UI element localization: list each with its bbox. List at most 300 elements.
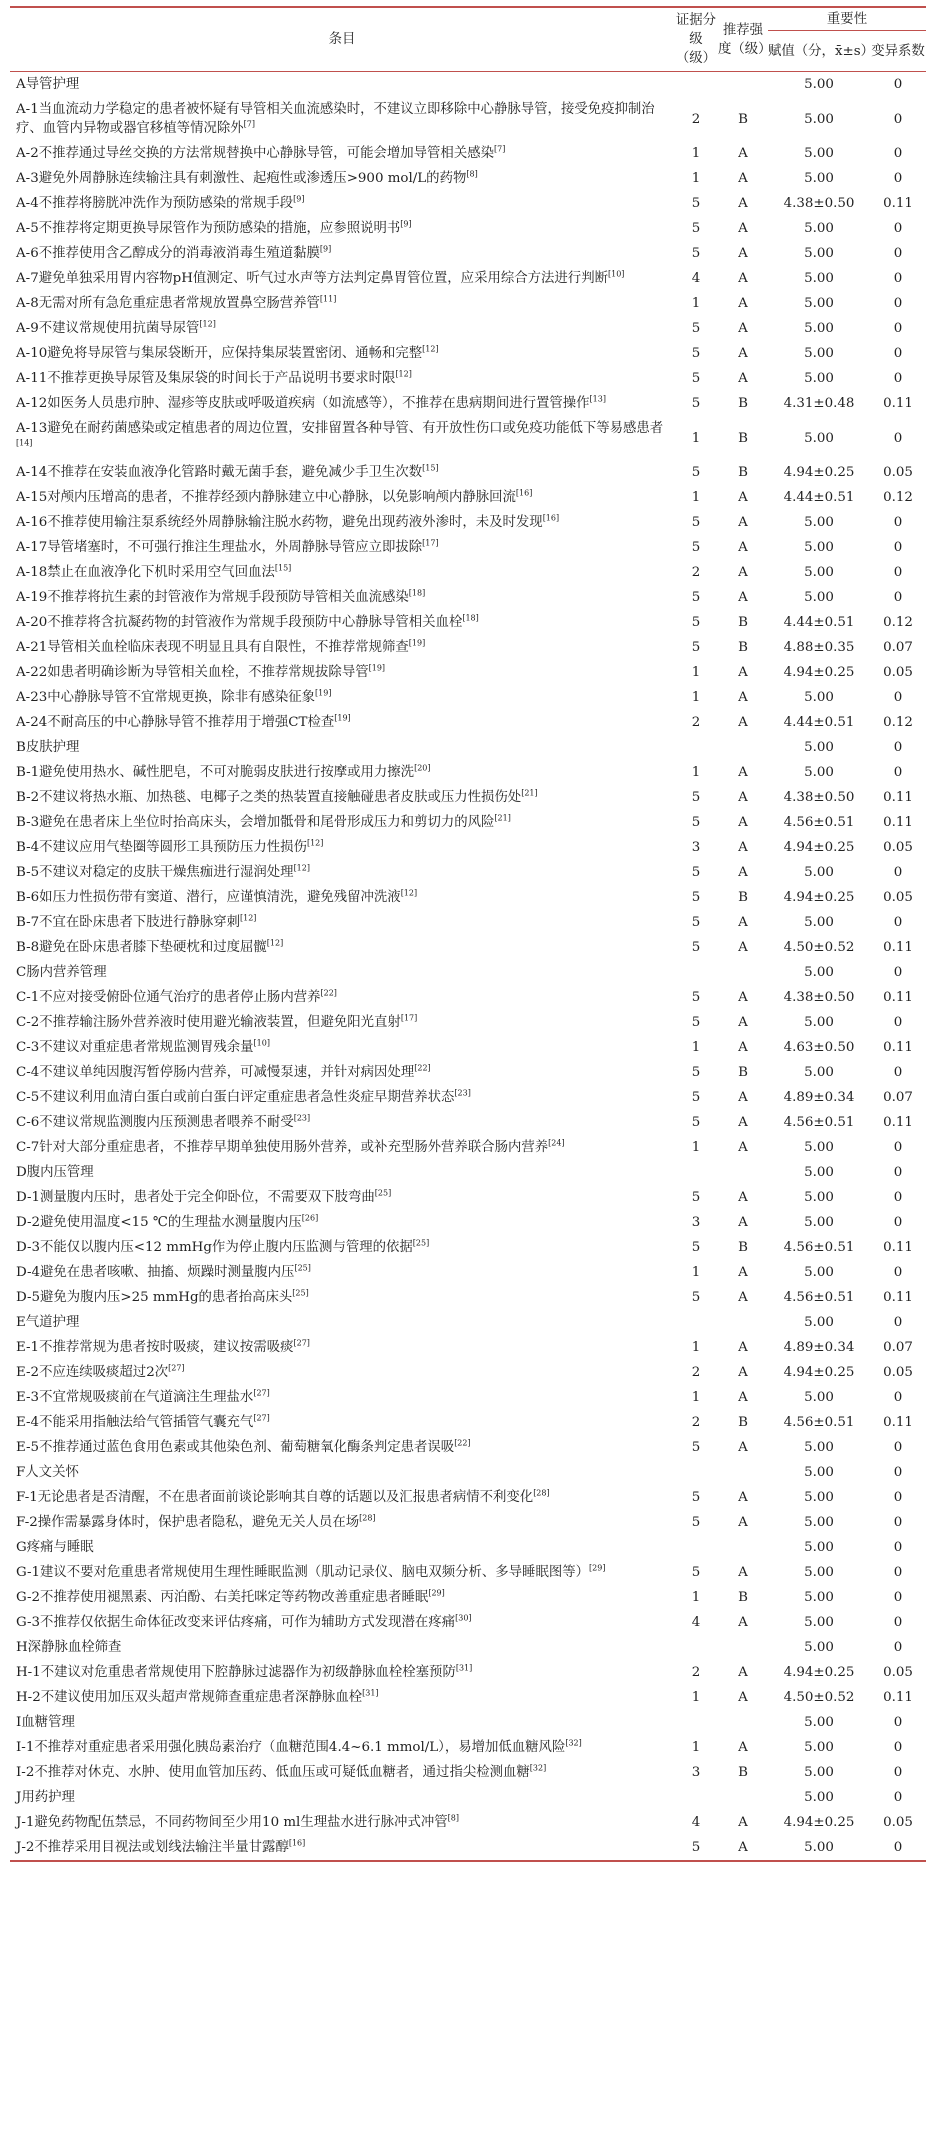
importance-score: 5.00 — [804, 271, 834, 286]
item-text: J用药护理 — [16, 1790, 75, 1805]
evidence-level: 3 — [691, 840, 701, 855]
importance-score: 4.94±0.25 — [783, 665, 855, 680]
recommendation-strength: A — [738, 665, 748, 680]
importance-score: 4.89±0.34 — [783, 1090, 855, 1105]
recommendation-strength: A — [738, 246, 748, 261]
recommendation-strength: A — [738, 1390, 748, 1405]
variation-coefficient: 0.11 — [883, 1040, 913, 1055]
importance-score: 5.00 — [804, 590, 834, 605]
evidence-level — [674, 1710, 718, 1735]
item-text: A-4不推荐将膀胱冲洗作为预防感染的常规手段[9] — [16, 194, 305, 211]
variation-coefficient: 0.11 — [883, 1240, 913, 1255]
evidence-level: 5 — [691, 1290, 701, 1305]
importance-score: 4.56±0.51 — [783, 1240, 855, 1255]
evidence-level: 4 — [691, 1815, 701, 1830]
variation-coefficient: 0 — [893, 1015, 903, 1030]
item-text: B-6如压力性损伤带有窦道、潜行，应谨慎清洗，避免残留冲洗液[12] — [16, 888, 418, 905]
evidence-level: 5 — [691, 465, 701, 480]
evidence-level — [674, 72, 718, 98]
recommendation-strength: B — [738, 1065, 748, 1080]
importance-score: 4.89±0.34 — [783, 1340, 855, 1355]
evidence-level — [674, 1160, 718, 1185]
table-row — [10, 366, 926, 391]
variation-coefficient: 0 — [893, 965, 903, 980]
reference-mark: [31] — [362, 1688, 379, 1698]
recommendation-strength — [718, 1635, 768, 1660]
item-text: D-1测量腹内压时，患者处于完全仰卧位，不需要双下肢弯曲[25] — [16, 1188, 392, 1205]
evidence-level: 1 — [691, 1140, 701, 1155]
evidence-level: 1 — [691, 296, 701, 311]
table-row — [10, 1385, 926, 1410]
recommendation-table-container — [10, 6, 926, 1862]
evidence-level: 5 — [691, 865, 701, 880]
importance-score: 4.56±0.51 — [783, 1290, 855, 1305]
item-text: C-7针对大部分重症患者，不推荐早期单独使用肠外营养，或补充型肠外营养联合肠内营养[24] — [16, 1138, 565, 1155]
reference-mark: [7] — [243, 119, 255, 129]
evidence-level: 5 — [691, 790, 701, 805]
importance-score: 5.00 — [804, 1390, 834, 1405]
reference-mark: [32] — [529, 1763, 547, 1773]
reference-mark: [8] — [466, 169, 478, 179]
reference-mark: [12] — [400, 888, 418, 898]
item-text: B-4不建议应用气垫圈等圆形工具预防压力性损伤[12] — [16, 838, 324, 855]
item-text: A-1当血流动力学稳定的患者被怀疑有导管相关血流感染时，不建议立即移除中心静脉导管，接受免疫抑制治疗、血管内异物或器官移植等情况除外[7] — [16, 102, 655, 136]
evidence-level: 5 — [691, 915, 701, 930]
importance-score: 5.00 — [804, 1565, 834, 1580]
evidence-level — [674, 1635, 718, 1660]
evidence-level: 5 — [691, 615, 701, 630]
reference-mark: [14] — [16, 438, 33, 448]
reference-mark: [23] — [454, 1088, 471, 1098]
item-text: G-1建议不要对危重患者常规使用生理性睡眠监测（肌动记录仪、脑电双频分析、多导睡眠图等）[29] — [16, 1563, 606, 1580]
variation-coefficient: 0 — [893, 1740, 903, 1755]
table-row — [10, 1060, 926, 1085]
recommendation-strength: B — [738, 890, 748, 905]
variation-coefficient: 0 — [870, 1835, 926, 1861]
item-text: F-2操作需暴露身体时，保护患者隐私，避免无关人员在场[28] — [16, 1513, 376, 1530]
variation-coefficient: 0.05 — [883, 890, 913, 905]
importance-score: 4.50±0.52 — [783, 940, 855, 955]
table-row — [10, 1210, 926, 1235]
item-text: D-4避免在患者咳嗽、抽搐、烦躁时测量腹内压[25] — [16, 1263, 311, 1280]
evidence-level: 4 — [691, 1615, 701, 1630]
table-row — [10, 735, 926, 760]
evidence-level: 1 — [691, 690, 701, 705]
item-text: A-20不推荐将含抗凝药物的封管液作为常规手段预防中心静脉导管相关血栓[18] — [16, 613, 479, 630]
item-text: A-16不推荐使用输注泵系统经外周静脉输注脱水药物，避免出现药液外渗时，未及时发现[16] — [16, 513, 560, 530]
recommendation-strength: A — [738, 765, 748, 780]
table-row — [10, 1135, 926, 1160]
variation-coefficient: 0 — [893, 1490, 903, 1505]
recommendation-strength: B — [738, 111, 748, 127]
table-row — [10, 1035, 926, 1060]
table-row — [10, 1285, 926, 1310]
reference-mark: [19] — [408, 638, 426, 648]
importance-score: 5.00 — [804, 1465, 834, 1480]
recommendation-strength — [718, 960, 768, 985]
importance-score: 5.00 — [804, 1190, 834, 1205]
recommendation-strength: A — [738, 565, 748, 580]
importance-score: 5.00 — [804, 146, 834, 161]
variation-coefficient: 0 — [893, 515, 903, 530]
recommendation-strength: A — [738, 1190, 748, 1205]
recommendation-strength: A — [738, 1665, 748, 1680]
item-text: E-2不应连续吸痰超过2次[27] — [16, 1363, 185, 1380]
evidence-level: 5 — [691, 1190, 701, 1205]
reference-mark: [16] — [542, 513, 560, 523]
item-text: E-5不推荐通过蓝色食用色素或其他染色剂、葡萄糖氧化酶条判定患者误吸[22] — [16, 1438, 471, 1455]
evidence-level: 5 — [691, 540, 701, 555]
reference-mark: [27] — [253, 1388, 270, 1398]
importance-score: 5.00 — [804, 1715, 834, 1730]
importance-score: 4.38±0.50 — [783, 790, 855, 805]
item-text: A-14不推荐在安装血液净化管路时戴无菌手套，避免减少手卫生次数[15] — [16, 463, 439, 480]
recommendation-strength: A — [738, 196, 748, 211]
table-row — [10, 1685, 926, 1710]
item-text: E-4不能采用指触法给气管插管气囊充气[27] — [16, 1413, 270, 1430]
recommendation-strength — [718, 735, 768, 760]
recommendation-strength: A — [738, 321, 748, 336]
table-row — [10, 1160, 926, 1185]
recommendation-strength: B — [738, 1415, 748, 1430]
importance-score: 5.00 — [804, 1440, 834, 1455]
recommendation-table — [10, 6, 926, 1862]
evidence-level: 2 — [691, 565, 701, 580]
item-text: A-10避免将导尿管与集尿袋断开，应保持集尿装置密闭、通畅和完整[12] — [16, 344, 439, 361]
recommendation-strength: A — [738, 940, 748, 955]
item-text: B-8避免在卧床患者膝下垫硬枕和过度屈髋[12] — [16, 938, 284, 955]
item-text: J-2不推荐采用目视法或划线法输注半量甘露醇[16] — [10, 1835, 674, 1861]
table-row — [10, 391, 926, 416]
importance-score: 5.00 — [804, 1015, 834, 1030]
reference-mark: [27] — [253, 1413, 270, 1423]
recommendation-strength: A — [738, 1340, 748, 1355]
recommendation-strength: A — [738, 171, 748, 186]
reference-mark: [21] — [521, 788, 538, 798]
item-text: E-1不推荐常规为患者按时吸痰，建议按需吸痰[27] — [16, 1338, 310, 1355]
variation-coefficient: 0 — [893, 271, 903, 286]
table-row — [10, 1610, 926, 1635]
reference-mark: [12] — [199, 319, 216, 329]
item-text: B-7不宜在卧床患者下肢进行静脉穿刺[12] — [16, 913, 257, 930]
importance-score: 4.38±0.50 — [783, 196, 855, 211]
variation-coefficient: 0.12 — [883, 615, 913, 630]
recommendation-strength: A — [738, 1140, 748, 1155]
importance-score: 4.56±0.51 — [783, 1415, 855, 1430]
table-row — [10, 216, 926, 241]
evidence-level: 1 — [691, 171, 701, 186]
reference-mark: [12] — [306, 838, 324, 848]
item-text: G-3不推荐仅依据生命体征改变来评估疼痛，可作为辅助方式发现潜在疼痛[30] — [16, 1613, 472, 1630]
reference-mark: [19] — [334, 713, 351, 723]
reference-mark: [12] — [293, 863, 310, 873]
evidence-level: 5 — [691, 1565, 701, 1580]
variation-coefficient: 0 — [893, 1465, 903, 1480]
variation-coefficient: 0.11 — [883, 1415, 913, 1430]
variation-coefficient: 0 — [893, 1440, 903, 1455]
table-row — [10, 141, 926, 166]
variation-coefficient: 0 — [893, 296, 903, 311]
recommendation-strength: B — [738, 615, 748, 630]
variation-coefficient: 0 — [893, 77, 903, 92]
importance-score: 5.00 — [804, 430, 834, 446]
evidence-level: 1 — [691, 1390, 701, 1405]
item-text: J-1避免药物配伍禁忌，不同药物间至少用10 ml生理盐水进行脉冲式冲管[8] — [16, 1813, 459, 1830]
table-row — [10, 166, 926, 191]
variation-coefficient: 0 — [893, 371, 903, 386]
table-row — [10, 1360, 926, 1385]
table-row — [10, 1660, 926, 1685]
importance-score: 5.00 — [804, 346, 834, 361]
item-text: A-11不推荐更换导尿管及集尿袋的时间长于产品说明书要求时限[12] — [16, 369, 412, 386]
variation-coefficient: 0.11 — [883, 1115, 913, 1130]
importance-score: 5.00 — [804, 540, 834, 555]
evidence-level: 2 — [691, 1415, 701, 1430]
importance-score: 4.94±0.25 — [783, 1665, 855, 1680]
evidence-level: 5 — [691, 515, 701, 530]
table-row — [10, 1335, 926, 1360]
evidence-level: 5 — [691, 1115, 701, 1130]
evidence-level: 1 — [691, 1265, 701, 1280]
variation-coefficient: 0 — [893, 1140, 903, 1155]
header-cv: 变异系数 — [871, 43, 925, 59]
reference-mark: [11] — [319, 294, 337, 304]
reference-mark: [25] — [294, 1263, 311, 1273]
table-body — [10, 72, 926, 1862]
evidence-level: 1 — [691, 1690, 701, 1705]
variation-coefficient: 0 — [893, 1065, 903, 1080]
item-text: C-2不推荐输注肠外营养液时使用避光输液装置，但避免阳光直射[17] — [16, 1013, 418, 1030]
importance-score: 4.38±0.50 — [783, 990, 855, 1005]
reference-mark: [16] — [288, 1838, 306, 1848]
table-row — [10, 97, 926, 141]
table-row — [10, 1735, 926, 1760]
recommendation-strength: B — [738, 1240, 748, 1255]
importance-score: 5.00 — [804, 1490, 834, 1505]
recommendation-strength: A — [738, 915, 748, 930]
variation-coefficient: 0 — [893, 1190, 903, 1205]
reference-mark: [17] — [422, 538, 439, 548]
variation-coefficient: 0 — [893, 765, 903, 780]
evidence-level: 4 — [691, 271, 701, 286]
table-row — [10, 1235, 926, 1260]
importance-score: 5.00 — [804, 1515, 834, 1530]
recommendation-strength: A — [738, 990, 748, 1005]
importance-score: 5.00 — [804, 1540, 834, 1555]
variation-coefficient: 0.12 — [883, 490, 913, 505]
reference-mark: [19] — [315, 688, 332, 698]
table-row — [10, 1585, 926, 1610]
reference-mark: [9] — [400, 219, 412, 229]
importance-score: 5.00 — [804, 1265, 834, 1280]
evidence-level: 1 — [691, 665, 701, 680]
recommendation-strength — [718, 1460, 768, 1485]
recommendation-strength: A — [738, 221, 748, 236]
header-importance: 重要性 — [768, 7, 926, 31]
importance-score: 5.00 — [804, 77, 834, 92]
item-text: C-5不建议利用血清白蛋白或前白蛋白评定重症患者急性炎症早期营养状态[23] — [16, 1088, 471, 1105]
importance-score: 5.00 — [804, 221, 834, 236]
table-row — [10, 291, 926, 316]
evidence-level: 1 — [691, 146, 701, 161]
table-row — [10, 1760, 926, 1785]
variation-coefficient: 0 — [893, 915, 903, 930]
reference-mark: [22] — [454, 1438, 471, 1448]
reference-mark: [27] — [168, 1363, 185, 1373]
recommendation-strength: B — [738, 465, 748, 480]
table-row — [10, 485, 926, 510]
variation-coefficient: 0 — [893, 1640, 903, 1655]
table-row — [10, 341, 926, 366]
importance-score: 5.00 — [804, 1765, 834, 1780]
variation-coefficient: 0 — [893, 1315, 903, 1330]
reference-mark: [10] — [607, 269, 625, 279]
importance-score: 5.00 — [804, 1165, 834, 1180]
importance-score: 5.00 — [804, 865, 834, 880]
recommendation-strength: A — [738, 1265, 748, 1280]
importance-score: 4.44±0.51 — [783, 490, 855, 505]
variation-coefficient: 0 — [893, 740, 903, 755]
importance-score: 5.00 — [804, 111, 834, 127]
reference-mark: [21] — [494, 813, 511, 823]
reference-mark: [15] — [422, 463, 439, 473]
evidence-level: 2 — [691, 1365, 701, 1380]
evidence-level: 5 — [674, 1835, 718, 1861]
reference-mark: [23] — [293, 1113, 311, 1123]
variation-coefficient: 0.05 — [883, 665, 913, 680]
variation-coefficient: 0 — [893, 565, 903, 580]
importance-score: 5.00 — [804, 1740, 834, 1755]
item-text: B皮肤护理 — [16, 740, 80, 755]
table-row — [10, 1635, 926, 1660]
recommendation-strength: A — [738, 515, 748, 530]
table-row — [10, 785, 926, 810]
recommendation-strength: B — [738, 1590, 748, 1605]
evidence-level — [674, 1460, 718, 1485]
variation-coefficient: 0 — [893, 171, 903, 186]
table-row — [10, 710, 926, 735]
reference-mark: [29] — [428, 1588, 445, 1598]
item-text: E-3不宜常规吸痰前在气道滴注生理盐水[27] — [16, 1388, 270, 1405]
importance-score: 5.00 — [804, 1790, 834, 1805]
recommendation-strength — [718, 72, 768, 98]
reference-mark: [12] — [240, 913, 257, 923]
reference-mark: [12] — [422, 344, 439, 354]
evidence-level: 1 — [691, 490, 701, 505]
table-row — [10, 685, 926, 710]
reference-mark: [28] — [533, 1488, 550, 1498]
item-text: G疼痛与睡眠 — [16, 1540, 94, 1555]
importance-score: 5.00 — [804, 1065, 834, 1080]
reference-mark: [25] — [292, 1288, 309, 1298]
evidence-level: 1 — [691, 1040, 701, 1055]
recommendation-strength: A — [738, 271, 748, 286]
evidence-level: 5 — [691, 371, 701, 386]
evidence-level: 2 — [691, 1665, 701, 1680]
reference-mark: [18] — [408, 588, 426, 598]
item-text: B-1避免使用热水、碱性肥皂，不可对脆弱皮肤进行按摩或用力擦洗[20] — [16, 763, 431, 780]
reference-mark: [26] — [301, 1213, 319, 1223]
evidence-level: 3 — [691, 1215, 701, 1230]
table-row — [10, 910, 926, 935]
variation-coefficient: 0.11 — [883, 196, 913, 211]
variation-coefficient: 0 — [893, 1715, 903, 1730]
table-row — [10, 316, 926, 341]
evidence-level: 5 — [691, 321, 701, 336]
importance-score: 5.00 — [804, 965, 834, 980]
variation-coefficient: 0 — [893, 690, 903, 705]
item-text: A-3避免外周静脉连续输注具有刺激性、起疱性或渗透压>900 mol/L的药物[8] — [16, 169, 478, 186]
table-row — [10, 1560, 926, 1585]
table-row — [10, 1085, 926, 1110]
item-text: I血糖管理 — [16, 1715, 75, 1730]
variation-coefficient: 0.12 — [883, 715, 913, 730]
item-text: A-8无需对所有急危重症患者常规放置鼻空肠营养管[11] — [16, 294, 337, 311]
importance-score: 4.94±0.25 — [783, 840, 855, 855]
header-evidence-level: 证据分级（级） — [675, 13, 717, 66]
importance-score: 5.00 — [804, 1615, 834, 1630]
evidence-level: 5 — [691, 1490, 701, 1505]
importance-score: 5.00 — [804, 321, 834, 336]
evidence-level: 5 — [691, 890, 701, 905]
variation-coefficient: 0.07 — [883, 1340, 913, 1355]
importance-score: 4.94±0.25 — [783, 1815, 855, 1830]
importance-score: 4.44±0.51 — [783, 615, 855, 630]
reference-mark: [9] — [319, 244, 332, 254]
table-row — [10, 660, 926, 685]
reference-mark: [32] — [565, 1738, 582, 1748]
table-row — [10, 860, 926, 885]
table-row — [10, 72, 926, 98]
reference-mark: [24] — [548, 1138, 565, 1148]
importance-score: 5.00 — [804, 296, 834, 311]
table-row — [10, 610, 926, 635]
table-row — [10, 760, 926, 785]
reference-mark: [16] — [515, 488, 533, 498]
evidence-level: 2 — [691, 715, 701, 730]
variation-coefficient: 0.05 — [883, 840, 913, 855]
importance-score: 5.00 — [804, 1140, 834, 1155]
reference-mark: [22] — [414, 1063, 431, 1073]
item-text: A-18禁止在血液净化下机时采用空气回血法[15] — [16, 563, 292, 580]
recommendation-strength: B — [738, 430, 748, 446]
recommendation-strength: A — [738, 1040, 748, 1055]
evidence-level: 1 — [691, 765, 701, 780]
table-row — [10, 960, 926, 985]
evidence-level — [674, 1310, 718, 1335]
recommendation-strength: A — [738, 840, 748, 855]
recommendation-strength: A — [738, 540, 748, 555]
variation-coefficient: 0 — [893, 1765, 903, 1780]
importance-score: 5.00 — [804, 1315, 834, 1330]
reference-mark: [13] — [589, 394, 606, 404]
variation-coefficient: 0 — [893, 1615, 903, 1630]
item-text: C-4不建议单纯因腹泻暂停肠内营养，可减慢泵速，并针对病因处理[22] — [16, 1063, 431, 1080]
item-text: A-17导管堵塞时，不可强行推注生理盐水，外周静脉导管应立即拔除[17] — [16, 538, 439, 555]
item-text: C-6不建议常规监测腹内压预测患者喂养不耐受[23] — [16, 1113, 311, 1130]
reference-mark: [20] — [414, 763, 431, 773]
reference-mark: [18] — [462, 613, 479, 623]
importance-score: 5.00 — [804, 565, 834, 580]
recommendation-strength — [718, 1710, 768, 1735]
variation-coefficient: 0.05 — [883, 1815, 913, 1830]
recommendation-strength: A — [738, 1365, 748, 1380]
table-row — [10, 1485, 926, 1510]
table-row — [10, 1510, 926, 1535]
evidence-level: 5 — [691, 221, 701, 236]
recommendation-strength: A — [738, 1090, 748, 1105]
table-row — [10, 1310, 926, 1335]
